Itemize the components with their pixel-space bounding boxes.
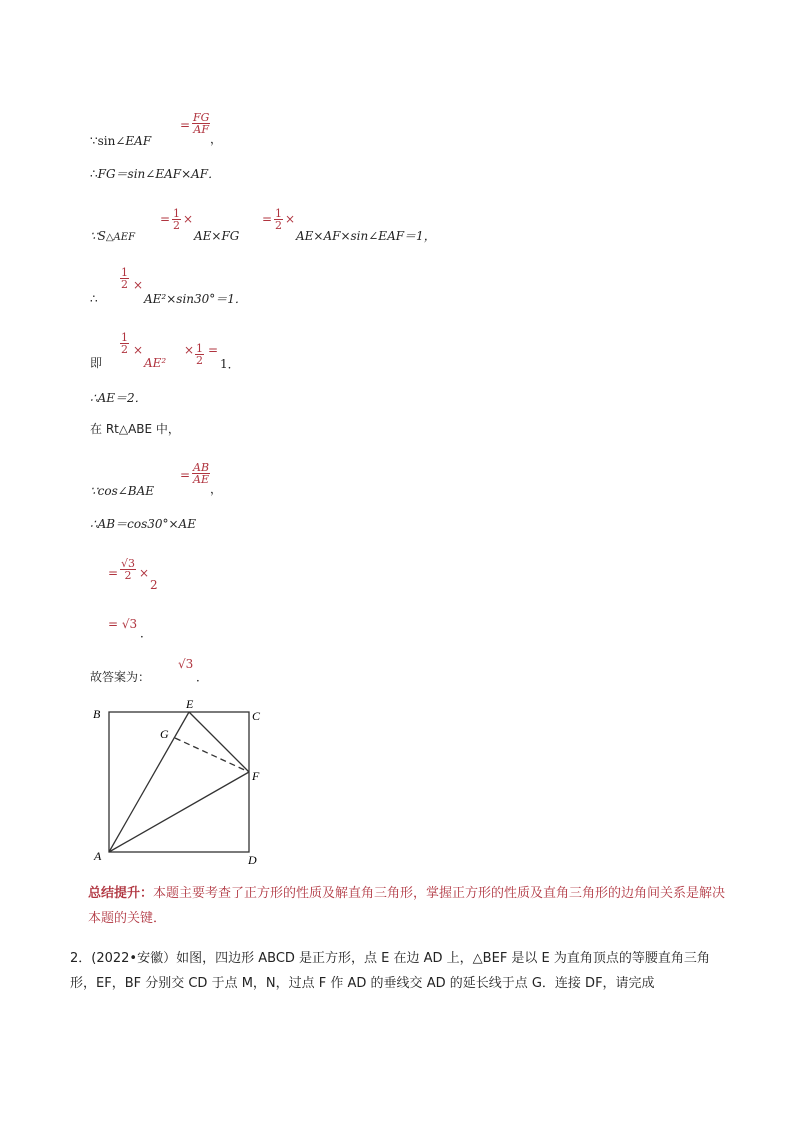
question-2 xyxy=(70,946,728,996)
label-b: B xyxy=(93,707,101,721)
line-ab-cos30: ∴AB＝cos30°×AE xyxy=(90,517,196,531)
namely-text: 即 xyxy=(90,356,103,370)
summary-paragraph xyxy=(88,881,728,931)
fraction-denominator: 2 xyxy=(121,278,128,291)
label-e: E xyxy=(186,697,194,711)
fraction-numerator: 1 xyxy=(173,207,180,220)
fraction-denominator: 2 xyxy=(275,219,282,232)
because-s-text: ∵S xyxy=(90,229,106,243)
times-sign-3: × xyxy=(133,278,144,292)
fraction-half-5 xyxy=(195,343,204,366)
fraction-denominator: 2 xyxy=(121,343,128,356)
line-area-formula xyxy=(90,229,135,245)
fraction-numerator: √3 xyxy=(121,557,136,570)
fraction-half-1 xyxy=(172,208,181,231)
times-sign-2: × xyxy=(285,212,296,226)
because-sin-text: ∵sin∠ xyxy=(90,134,126,148)
eq-sign-3: = xyxy=(262,212,273,226)
times-sign-1: × xyxy=(183,212,194,226)
times-sign-4: × xyxy=(133,343,144,357)
label-f: F xyxy=(252,769,260,783)
line-in-rt-abe: 在 Rt△ABE 中， xyxy=(90,422,180,436)
segment-ef xyxy=(189,712,249,772)
fraction-numerator: 1 xyxy=(196,342,203,355)
summary-text: 本题主要考查了正方形的性质及解直角三角形，掌握正方形的性质及直角三角形的边角间关系是解决本题的关键． xyxy=(88,886,726,926)
fraction-numerator: AB xyxy=(193,461,210,474)
answer-value: √3 xyxy=(178,657,194,671)
fg-formula: FG＝sin∠EAF×AF． xyxy=(97,167,221,181)
line-fg-formula xyxy=(90,167,220,181)
eq-sign-6: = xyxy=(108,566,119,580)
ae-squared-sin30: AE²×sin30°＝1． xyxy=(144,292,247,306)
comma-2: ， xyxy=(210,482,223,496)
label-d: D xyxy=(248,853,257,867)
therefore-sign: ∴ xyxy=(90,167,98,181)
fraction-fg-af xyxy=(192,112,210,135)
times-sign-6: × xyxy=(139,566,150,580)
because-cos-text: ∵cos∠BAE xyxy=(90,484,155,498)
summary-label: 总结提升： xyxy=(88,886,154,901)
fraction-numerator: FG xyxy=(193,111,210,124)
question-number: 2． xyxy=(70,951,92,966)
label-c: C xyxy=(252,709,261,723)
label-a: A xyxy=(94,849,102,863)
line-ae-equals-2: ∴AE＝2． xyxy=(90,391,147,405)
fraction-sqrt3-2 xyxy=(120,558,136,581)
comma-1: ， xyxy=(210,132,223,146)
segment-gf-dashed xyxy=(175,738,249,772)
line-sin-eaf xyxy=(90,134,151,148)
segment-af xyxy=(109,772,249,852)
ae-squared: AE² xyxy=(144,356,167,370)
fraction-half-4 xyxy=(120,332,129,355)
fraction-numerator: 1 xyxy=(121,331,128,344)
ae-times-fg: AE×FG xyxy=(194,229,240,243)
fraction-denominator: 2 xyxy=(173,219,180,232)
fraction-half-3 xyxy=(120,267,129,290)
fraction-denominator: AE xyxy=(193,473,209,486)
square-abcd xyxy=(109,712,249,852)
fraction-ab-ae xyxy=(192,462,210,485)
eq-sign-4: = xyxy=(208,343,219,357)
question-text: (2022•安徽）如图，四边形 ABCD 是正方形，点 E 在边 AD 上，△BEF 是以 E 为直角顶点的等腰直角三角形，EF，BF 分别交 CD 于点 M，N，过点 F 作 AD 的垂线交 AD 的延长线于点 G．连接 DF，请完成 xyxy=(70,951,710,991)
eq-sqrt3: = √3 xyxy=(108,617,138,631)
therefore-sign-2: ∴ xyxy=(90,292,98,306)
eq-sign-1: = xyxy=(180,118,191,132)
square-figure xyxy=(88,692,278,872)
eq-sign-2: = xyxy=(160,212,171,226)
fraction-numerator: 1 xyxy=(275,207,282,220)
area-subscript: △AEF xyxy=(105,232,136,243)
fraction-denominator: 2 xyxy=(120,569,136,581)
answer-label: 故答案为： xyxy=(90,670,151,684)
label-g: G xyxy=(160,727,169,741)
result-one: 1． xyxy=(220,357,240,371)
fraction-denominator: AF xyxy=(193,123,209,136)
angle-var: EAF xyxy=(125,134,152,148)
eq-sign-5: = xyxy=(180,468,191,482)
fraction-denominator: 2 xyxy=(196,354,203,367)
multiplier-two: 2 xyxy=(150,578,158,592)
segment-ae xyxy=(109,712,189,852)
fraction-half-2 xyxy=(274,208,283,231)
area-expression: AE×AF×sin∠EAF＝1， xyxy=(296,229,436,243)
fraction-numerator: 1 xyxy=(121,266,128,279)
period-2: ． xyxy=(196,670,209,684)
period-1: ． xyxy=(140,626,153,640)
times-sign-5: × xyxy=(184,343,195,357)
